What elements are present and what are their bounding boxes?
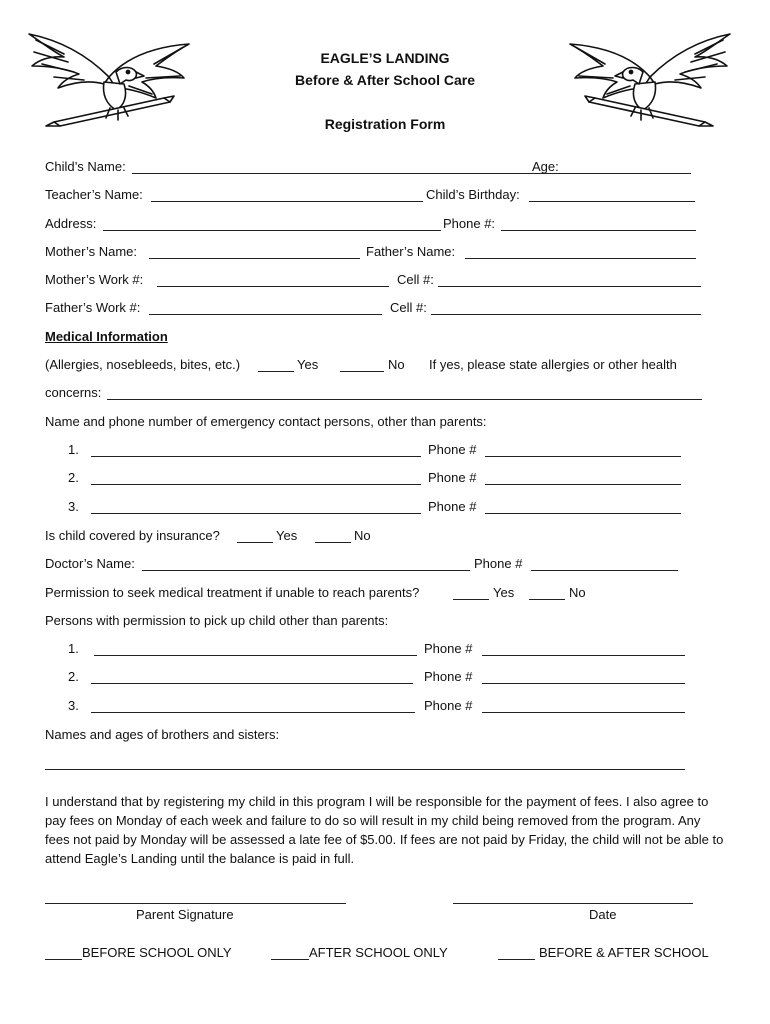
item-number: 2. bbox=[68, 470, 79, 485]
concerns-label: concerns: bbox=[45, 385, 102, 400]
allergies-yes-field[interactable] bbox=[258, 371, 294, 372]
permission-question: Permission to seek medical treatment if unable to reach parents? bbox=[45, 585, 420, 600]
insurance-yes-label: Yes bbox=[276, 528, 298, 543]
phone-label: Phone # bbox=[428, 499, 477, 514]
pickup-phone-field[interactable] bbox=[482, 683, 685, 684]
insurance-no-field[interactable] bbox=[315, 542, 351, 543]
mother-work-field[interactable] bbox=[157, 286, 389, 287]
before-school-field[interactable] bbox=[45, 959, 82, 960]
child-name-label: Child’s Name: bbox=[45, 159, 126, 174]
permission-yes-label: Yes bbox=[493, 585, 515, 600]
phone-label: Phone #: bbox=[443, 216, 496, 231]
permission-yes-field[interactable] bbox=[453, 599, 489, 600]
phone-label: Phone # bbox=[428, 470, 477, 485]
item-number: 1. bbox=[68, 641, 79, 656]
insurance-yes-field[interactable] bbox=[237, 542, 273, 543]
item-number: 2. bbox=[68, 669, 79, 684]
date-label: Date bbox=[589, 907, 617, 922]
item-number: 3. bbox=[68, 499, 79, 514]
doctor-phone-field[interactable] bbox=[531, 570, 678, 571]
emergency-contacts-title: Name and phone number of emergency contact persons, other than parents: bbox=[45, 414, 487, 429]
mother-cell-label: Cell #: bbox=[397, 272, 434, 287]
allergies-no-label: No bbox=[388, 357, 405, 372]
date-field[interactable] bbox=[453, 903, 693, 904]
mother-work-label: Mother’s Work #: bbox=[45, 272, 144, 287]
mother-cell-field[interactable] bbox=[438, 286, 701, 287]
father-cell-field[interactable] bbox=[431, 314, 701, 315]
phone-label: Phone # bbox=[424, 669, 473, 684]
row-schedule-options bbox=[45, 944, 745, 964]
doctor-phone-label: Phone # bbox=[474, 556, 523, 571]
insurance-no-label: No bbox=[354, 528, 371, 543]
child-name-field[interactable] bbox=[132, 173, 573, 174]
emergency-phone-field[interactable] bbox=[485, 456, 681, 457]
siblings-label: Names and ages of brothers and sisters: bbox=[45, 727, 280, 742]
pickup-phone-field[interactable] bbox=[482, 712, 685, 713]
permission-no-field[interactable] bbox=[529, 599, 565, 600]
phone-label: Phone # bbox=[424, 641, 473, 656]
father-cell-label: Cell #: bbox=[390, 300, 427, 315]
before-school-option: BEFORE SCHOOL ONLY bbox=[82, 945, 232, 960]
address-field[interactable] bbox=[103, 230, 441, 231]
allergies-question: (Allergies, nosebleeds, bites, etc.) bbox=[45, 357, 241, 372]
phone-label: Phone # bbox=[424, 698, 473, 713]
allergies-yes-label: Yes bbox=[297, 357, 319, 372]
concerns-field[interactable] bbox=[107, 399, 702, 400]
pickup-phone-field[interactable] bbox=[482, 655, 685, 656]
insurance-question: Is child covered by insurance? bbox=[45, 528, 220, 543]
mother-name-label: Mother’s Name: bbox=[45, 244, 137, 259]
emergency-name-field[interactable] bbox=[91, 513, 421, 514]
phone-field[interactable] bbox=[501, 230, 696, 231]
medical-heading: Medical Information bbox=[45, 329, 168, 344]
father-work-field[interactable] bbox=[149, 314, 382, 315]
parent-signature-field[interactable] bbox=[45, 903, 346, 904]
emergency-name-field[interactable] bbox=[91, 484, 421, 485]
pickup-name-field[interactable] bbox=[94, 655, 417, 656]
emergency-phone-field[interactable] bbox=[485, 484, 681, 485]
doctor-name-field[interactable] bbox=[142, 570, 470, 571]
child-birthday-label: Child’s Birthday: bbox=[426, 187, 520, 202]
age-field[interactable] bbox=[563, 173, 691, 174]
form-title: Registration Form bbox=[324, 116, 446, 132]
doctor-name-label: Doctor’s Name: bbox=[45, 556, 135, 571]
parent-signature-label: Parent Signature bbox=[136, 907, 234, 922]
permission-no-label: No bbox=[569, 585, 586, 600]
before-after-school-option: BEFORE & AFTER SCHOOL bbox=[539, 945, 709, 960]
pickup-name-field[interactable] bbox=[91, 712, 415, 713]
before-after-school-field[interactable] bbox=[498, 959, 535, 960]
pickup-name-field[interactable] bbox=[91, 683, 413, 684]
allergies-no-field[interactable] bbox=[340, 371, 384, 372]
after-school-field[interactable] bbox=[271, 959, 309, 960]
mother-name-field[interactable] bbox=[149, 258, 360, 259]
father-work-label: Father’s Work #: bbox=[45, 300, 141, 315]
address-label: Address: bbox=[45, 216, 97, 231]
if-yes-text: If yes, please state allergies or other health bbox=[429, 357, 677, 372]
siblings-field[interactable] bbox=[45, 769, 685, 770]
program-name: Before & After School Care bbox=[295, 72, 475, 88]
father-name-label: Father’s Name: bbox=[366, 244, 456, 259]
item-number: 3. bbox=[68, 698, 79, 713]
item-number: 1. bbox=[68, 442, 79, 457]
after-school-option: AFTER SCHOOL ONLY bbox=[309, 945, 448, 960]
emergency-phone-field[interactable] bbox=[485, 513, 681, 514]
emergency-name-field[interactable] bbox=[91, 456, 421, 457]
teacher-name-label: Teacher’s Name: bbox=[45, 187, 143, 202]
father-name-field[interactable] bbox=[465, 258, 696, 259]
child-birthday-field[interactable] bbox=[529, 201, 695, 202]
pickup-persons-title: Persons with permission to pick up child other than parents: bbox=[45, 613, 389, 628]
phone-label: Phone # bbox=[428, 442, 477, 457]
teacher-name-field[interactable] bbox=[151, 201, 423, 202]
age-label: Age: bbox=[532, 159, 559, 174]
org-name: EAGLE’S LANDING bbox=[320, 50, 450, 66]
agreement-text: I understand that by registering my child in this program I will be responsible for the payment of fees. I also agree to pay fees on Monday of each week and failure to do so will result in my child being removed from the program. Any fees not paid by Monday will be assessed a late fee of $5.00. If fees are not paid by Friday, the child will not be able to attend Eagle’s Landing until the balance is paid in full. bbox=[45, 794, 724, 866]
